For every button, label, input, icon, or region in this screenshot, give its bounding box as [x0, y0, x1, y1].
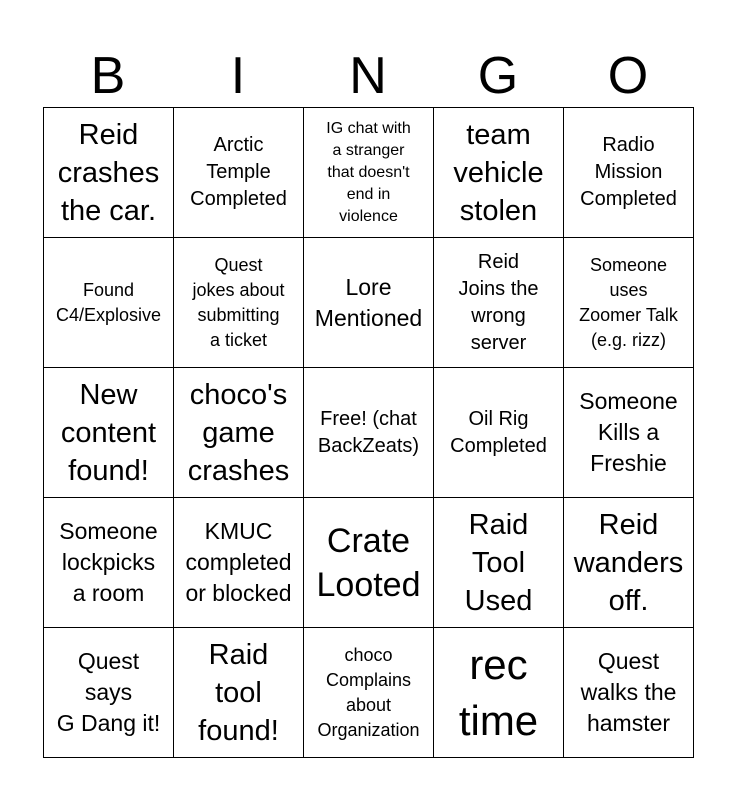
- cell-label: choco's game crashes: [187, 378, 290, 487]
- cell-label: rec time: [458, 640, 539, 744]
- bingo-cell[interactable]: [434, 238, 564, 368]
- bingo-cell[interactable]: [174, 368, 304, 498]
- free-space-cell[interactable]: [304, 368, 434, 498]
- cell-label: Crate Looted: [316, 521, 421, 604]
- cell-label: Quest says G Dang it!: [56, 648, 161, 736]
- bingo-cell[interactable]: [304, 238, 434, 368]
- bingo-cell[interactable]: [174, 498, 304, 628]
- bingo-cell[interactable]: [174, 628, 304, 758]
- bingo-cell[interactable]: [434, 368, 564, 498]
- bingo-cell[interactable]: [564, 498, 694, 628]
- board-row-1: [44, 108, 694, 238]
- bingo-cell[interactable]: [304, 498, 434, 628]
- header-letter-g: G: [477, 47, 519, 105]
- bingo-board: [43, 107, 694, 758]
- cell-label: Reid crashes the car.: [57, 118, 160, 227]
- bingo-cell[interactable]: [564, 368, 694, 498]
- bingo-cell[interactable]: [174, 108, 304, 238]
- header-letter-i: I: [230, 47, 246, 105]
- cell-label: team vehicle stolen: [453, 118, 544, 227]
- bingo-cell[interactable]: [304, 628, 434, 758]
- bingo-cell[interactable]: [564, 628, 694, 758]
- cell-label: Reid wanders off.: [573, 508, 684, 617]
- board-row-2: [44, 238, 694, 368]
- bingo-cell[interactable]: [44, 238, 174, 368]
- bingo-cell[interactable]: [44, 498, 174, 628]
- bingo-cell[interactable]: [564, 238, 694, 368]
- cell-label: Raid Tool Used: [464, 508, 533, 617]
- cell-label: IG chat with a stranger that doesn't end in violence: [326, 119, 411, 225]
- bingo-cell[interactable]: [434, 628, 564, 758]
- cell-label: Quest jokes about submitting a ticket: [192, 254, 285, 350]
- board-row-5: [44, 628, 694, 758]
- cell-label: Arctic Temple Completed: [190, 134, 287, 210]
- cell-label: Raid tool found!: [198, 638, 279, 747]
- cell-label: Radio Mission Completed: [580, 134, 677, 210]
- cell-label: Found C4/Explosive: [55, 279, 162, 325]
- bingo-cell[interactable]: [174, 238, 304, 368]
- bingo-cell[interactable]: [304, 108, 434, 238]
- cell-label: Someone Kills a Freshie: [579, 388, 678, 476]
- cell-label: Reid Joins the wrong server: [458, 250, 539, 354]
- bingo-cell[interactable]: [44, 108, 174, 238]
- cell-label: Someone lockpicks a room: [59, 518, 158, 606]
- cell-label: Quest walks the hamster: [580, 648, 677, 736]
- free-space-label: Free! (chat BackZeats): [317, 407, 420, 457]
- bingo-cell[interactable]: [434, 498, 564, 628]
- cell-label: KMUC completed or blocked: [185, 518, 292, 606]
- cell-label: Someone uses Zoomer Talk (e.g. rizz): [579, 254, 678, 350]
- bingo-cell[interactable]: [564, 108, 694, 238]
- board-row-4: [44, 498, 694, 628]
- bingo-cell[interactable]: [44, 368, 174, 498]
- bingo-cell[interactable]: [44, 628, 174, 758]
- board-row-3: [44, 368, 694, 498]
- cell-label: New content found!: [60, 378, 157, 487]
- header-letter-n: N: [349, 47, 387, 105]
- cell-label: choco Complains about Organization: [317, 644, 420, 740]
- cell-label: Lore Mentioned: [314, 273, 423, 331]
- header-letter-b: B: [90, 47, 126, 105]
- header-letter-o: O: [607, 47, 649, 105]
- bingo-header: [43, 44, 693, 108]
- cell-label: Oil Rig Completed: [450, 407, 547, 457]
- bingo-cell[interactable]: [434, 108, 564, 238]
